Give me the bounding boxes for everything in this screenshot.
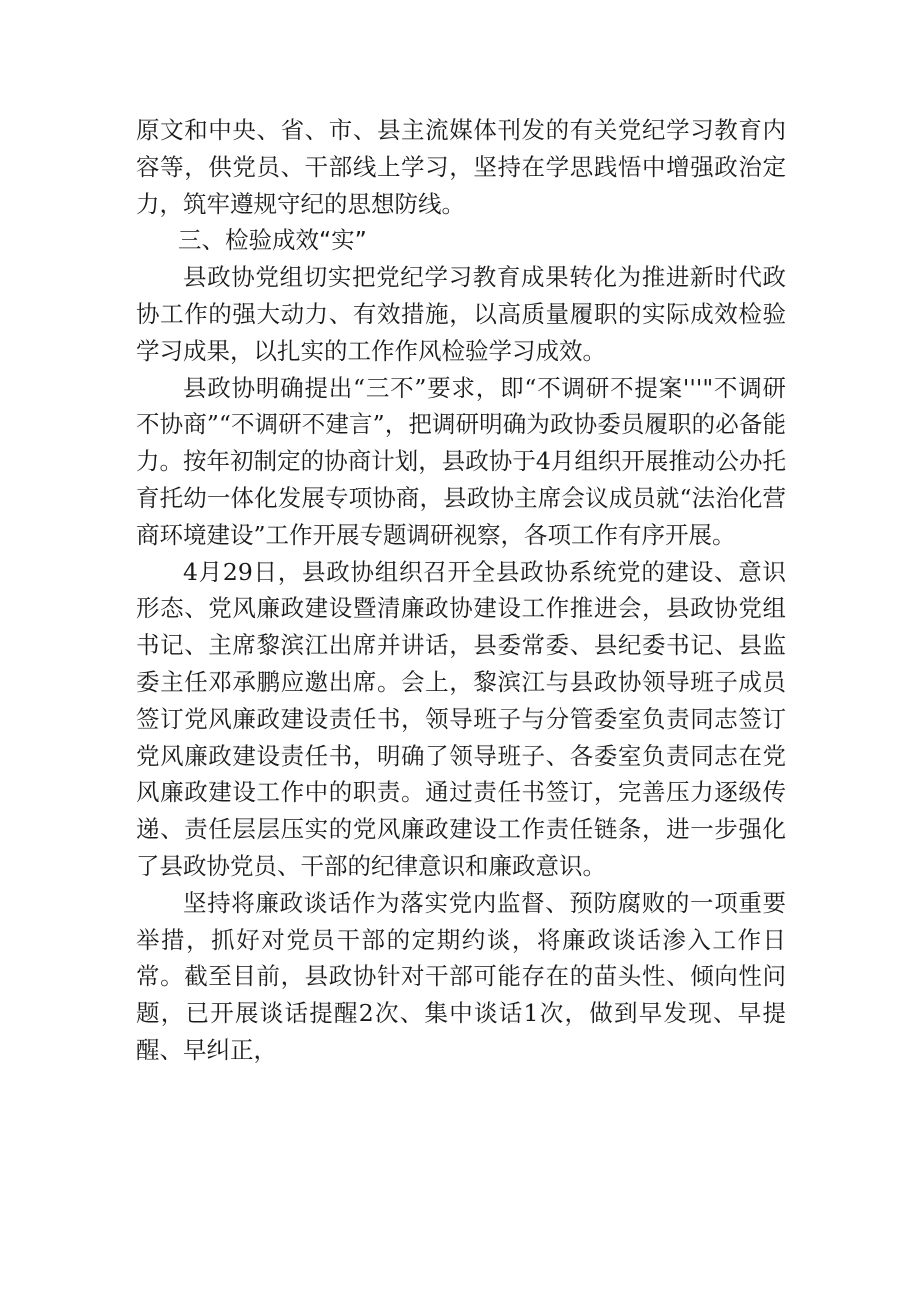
section-heading: 三、检验成效“实” (178, 226, 367, 255)
paragraph-continued: 原文和中央、省、市、县主流媒体刊发的有关党纪学习教育内容等，供党员、干部线上学习，坚持在学思践悟中增强政治定力，筑牢遵规守纪的思想防线。 (136, 116, 786, 218)
paragraph: 县政协明确提出“三不”要求，即“不调研不提案'''"不调研不协商”“不调研不建言”，把调研明确为政协委员履职的必备能力。按年初制定的协商计划，县政协于4月组织开展推动公办托育托幼一体化发展专项协商，县政协主席会议成员就“法治化营商环境建设”工作开展专题调研视察，各项工作有序开展。 (136, 373, 786, 549)
paragraph: 县政协党组切实把党纪学习教育成果转化为推进新时代政协工作的强大动力、有效措施，以高质量履职的实际成效检验学习成果，以扎实的工作作风检验学习成效。 (136, 263, 786, 365)
paragraph: 坚持将廉政谈话作为落实党内监督、预防腐败的一项重要举措，抓好对党员干部的定期约谈，将廉政谈话渗入工作日常。截至目前，县政协针对干部可能存在的苗头性、倾向性问题，已开展谈话提醒2次、集中谈话1次，做到早发现、早提醒、早纠正， (136, 888, 786, 1064)
paragraph: 4月29日，县政协组织召开全县政协系统党的建设、意识形态、党风廉政建设暨清廉政协建设工作推进会，县政协党组书记、主席黎滨江出席并讲话，县委常委、县纪委书记、县监委主任邓承鹏应邀出席。会上，黎滨江与县政协领导班子成员签订党风廉政建设责任书，领导班子与分管委室负责同志签订党风廉政建设责任书，明确了领导班子、各委室负责同志在党风廉政建设工作中的职责。通过责任书签订，完善压力逐级传递、责任层层压实的党风廉政建设工作责任链条，进一步强化了县政协党员、干部的纪律意识和廉政意识。 (136, 557, 786, 880)
document-body (136, 112, 786, 1069)
